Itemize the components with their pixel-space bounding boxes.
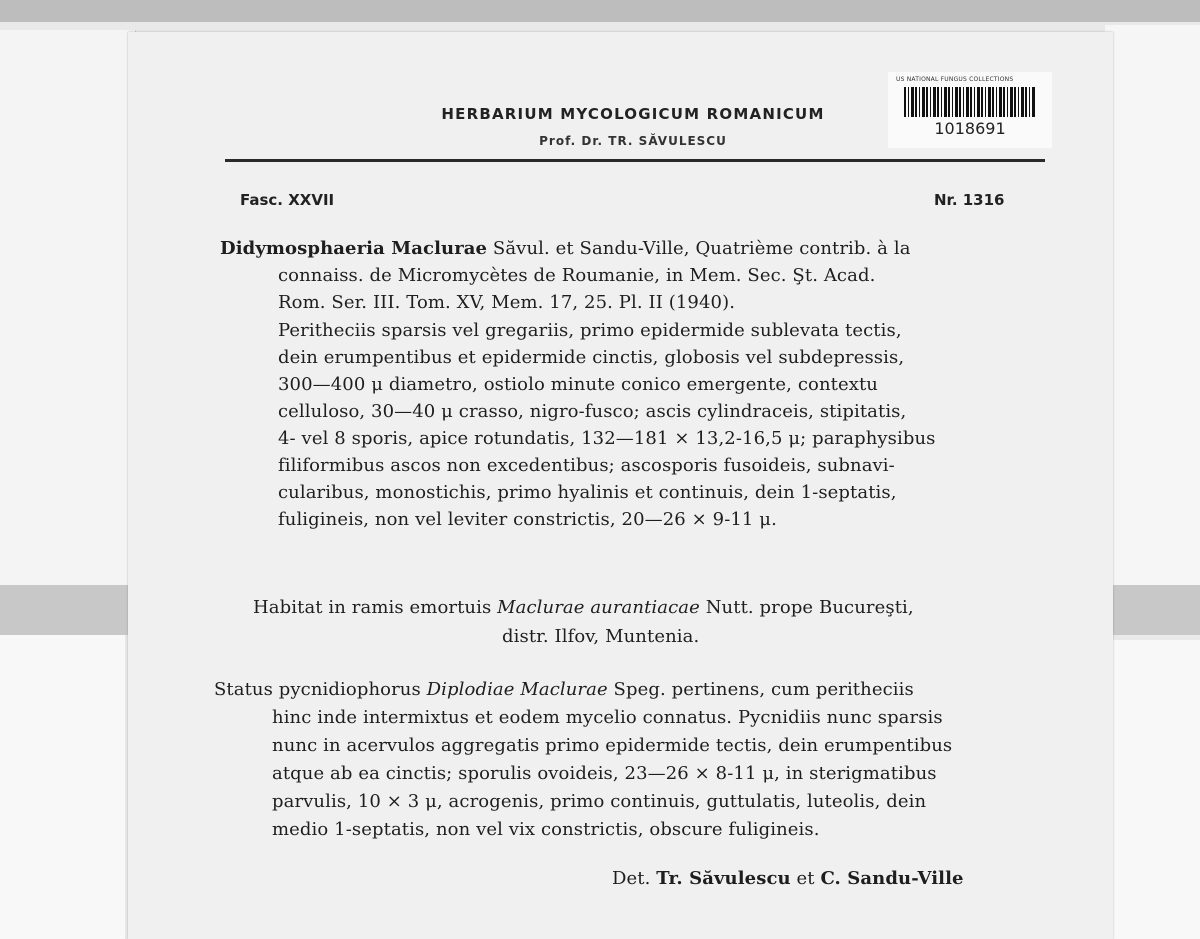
status-line: nunc in acervulos aggregatis primo epidermide tectis, dein erumpentibus	[272, 735, 953, 756]
description-line	[220, 238, 911, 259]
determiner-name: C. Sandu-Ville	[820, 868, 964, 889]
background-sheet-left	[0, 30, 136, 585]
description-line: connaiss. de Micromycètes de Roumanie, in Mem. Sec. Şt. Acad.	[278, 265, 876, 286]
habitat-line: Habitat in ramis emortuis Maclurae aurantiacae Nutt. prope Bucureşti,	[253, 597, 914, 618]
status-line: Status pycnidiophorus Diplodiae Maclurae Speg. pertinens, cum peritheciis	[214, 679, 914, 700]
herbarium-title: HERBARIUM MYCOLOGICUM ROMANICUM	[441, 105, 825, 123]
background-sheet-right-bottom	[1110, 640, 1200, 939]
description-line: filiformibus ascos non excedentibus; ascosporis fusoideis, subnavi-	[278, 455, 895, 476]
species-name: Didymosphaeria Maclurae	[220, 238, 488, 259]
barcode-number: 1018691	[934, 119, 1006, 138]
pycnidial-taxon: Diplodiae Maclurae	[426, 679, 608, 700]
host-name: Maclurae aurantiacae	[497, 597, 700, 618]
status-line: hinc inde intermixtus et eodem mycelio connatus. Pycnidiis nunc sparsis	[272, 707, 943, 728]
background-sheet-left-bottom	[0, 635, 125, 939]
status-line: atque ab ea cinctis; sporulis ovoideis, 23—26 × 8-11 μ, in sterigmatibus	[272, 763, 937, 784]
description-line: cularibus, monostichis, primo hyalinis et continuis, dein 1-septatis,	[278, 482, 897, 503]
status-line: medio 1-septatis, non vel vix constrictis, obscure fuligineis.	[272, 819, 820, 840]
description-line: dein erumpentibus et epidermide cinctis, globosis vel subdepressis,	[278, 347, 905, 368]
barcode-caption: US NATIONAL FUNGUS COLLECTIONS	[896, 76, 1014, 83]
header-rule	[225, 159, 1045, 162]
determiner-line: Det. Tr. Săvulescu et C. Sandu-Ville	[612, 868, 964, 889]
citation-text: Săvul. et Sandu-Ville, Quatrième contrib. à la	[487, 238, 911, 259]
description-line: 300—400 μ diametro, ostiolo minute conico emergente, contextu	[278, 374, 878, 395]
background-top	[0, 0, 1200, 22]
description-line: Peritheciis sparsis vel gregariis, primo epidermide sublevata tectis,	[278, 320, 902, 341]
description-line: celluloso, 30—40 μ crasso, nigro-fusco; ascis cylindraceis, stipitatis,	[278, 401, 907, 422]
status-line: parvulis, 10 × 3 μ, acrogenis, primo continuis, guttulatis, luteolis, dein	[272, 791, 927, 812]
barcode-label	[888, 72, 1052, 148]
determiner-name: Tr. Săvulescu	[656, 868, 791, 889]
description-line: fuligineis, non vel leviter constrictis, 20—26 × 9-11 μ.	[278, 509, 777, 530]
background-sheet-right	[1105, 25, 1200, 585]
description-line: Rom. Ser. III. Tom. XV, Mem. 17, 25. Pl. II (1940).	[278, 292, 736, 313]
description-line: 4- vel 8 sporis, apice rotundatis, 132—181 × 13,2-16,5 μ; paraphysibus	[278, 428, 936, 449]
specimen-number: Nr. 1316	[934, 191, 1005, 209]
habitat-line: distr. Ilfov, Muntenia.	[502, 626, 700, 647]
herbarium-subtitle: Prof. Dr. TR. SĂVULESCU	[539, 134, 727, 148]
barcode-icon	[904, 87, 1036, 117]
fascicle-number: Fasc. XXVII	[240, 191, 335, 209]
